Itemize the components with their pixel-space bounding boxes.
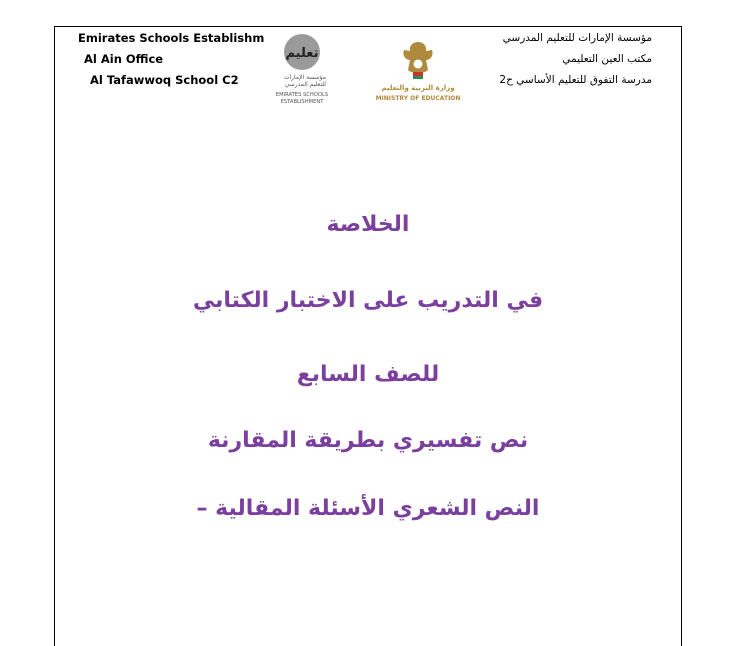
en-header-line-1: Emirates Schools Establishm	[78, 31, 265, 45]
ministry-of-education-logo	[372, 38, 464, 104]
emirates-schools-logo	[266, 30, 338, 108]
title-grade: للصف السابع	[296, 362, 440, 387]
title-training: في التدريب على الاختبار الكتابي	[192, 288, 544, 313]
title-summary: الخلاصة	[326, 212, 410, 237]
emirates-falcon-emblem-icon	[403, 42, 432, 79]
logo-taleem-en-name-1: EMIRATES SCHOOLS	[275, 92, 329, 98]
en-header-line-2: Al Ain Office	[84, 52, 164, 66]
english-header	[78, 28, 264, 91]
title-expository-text: نص تفسيري بطريقة المقارنة	[207, 428, 529, 453]
title-poetic-text: النص الشعري الأسئلة المقالية –	[196, 496, 540, 521]
ar-header-line-3: مدرسة التفوق للتعليم الأساسي ح2	[499, 74, 652, 86]
ar-header-line-2: مكتب العين التعليمي	[562, 53, 652, 65]
logo-taleem-en-name-2: ESTABLISHMENT	[280, 99, 324, 105]
moe-ar-name: وزارة التربية والتعليم	[381, 84, 455, 92]
logo-taleem-ar-name-2: للتعليم المدرسي	[284, 81, 326, 88]
page-border	[54, 26, 682, 646]
en-header-line-3: Al Tafawwoq School C2	[90, 73, 239, 87]
logo-taleem-ar-name-1: مؤسسة الإمارات	[283, 74, 326, 81]
moe-en-name: MINISTRY OF EDUCATION	[375, 95, 461, 102]
ar-header-line-1: مؤسسة الإمارات للتعليم المدرسي	[502, 32, 652, 44]
arabic-header	[499, 28, 652, 91]
logo-taleem-word: تعليم	[285, 46, 319, 61]
